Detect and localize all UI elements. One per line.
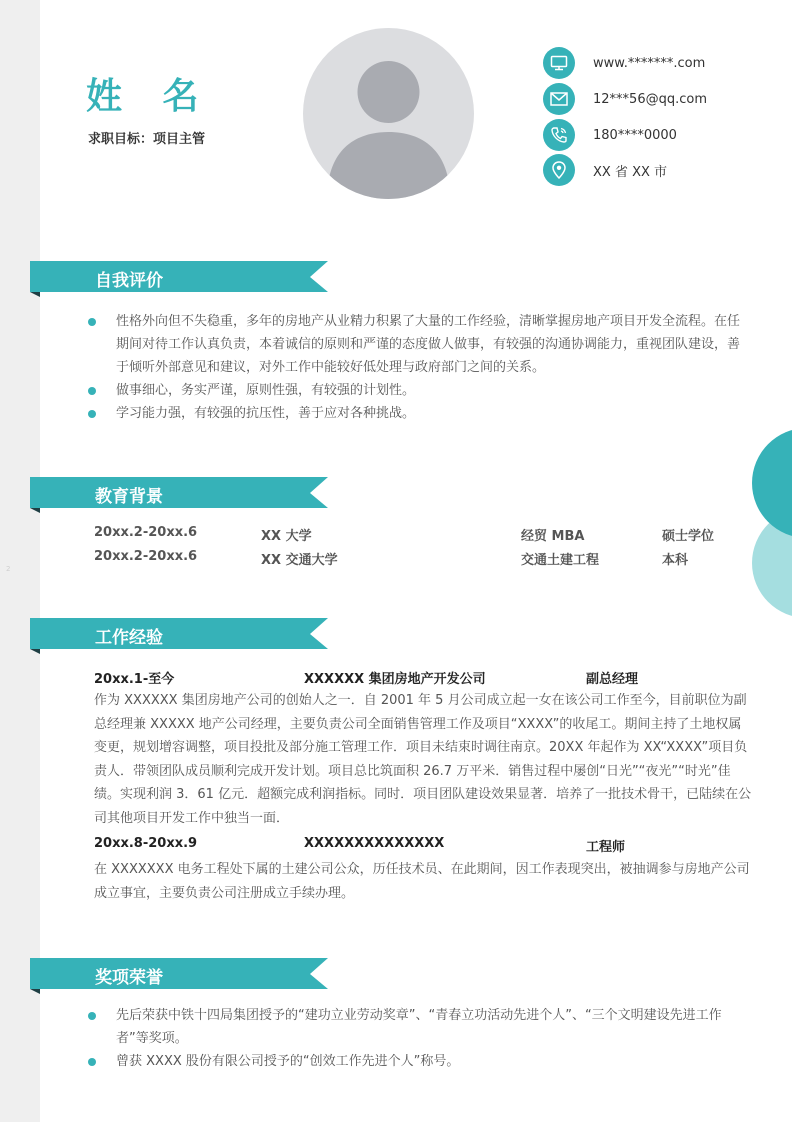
- bullet-dot-icon: [88, 1012, 96, 1020]
- edu-school: XX 大学: [261, 529, 312, 544]
- location-text: XX 省 XX 市: [593, 164, 668, 180]
- edu-degree: 硕士学位: [662, 529, 715, 544]
- phone-icon: [543, 119, 575, 151]
- edu-major: 交通土建工程: [521, 553, 600, 568]
- job-period: 20xx.1-至今: [94, 672, 175, 687]
- bullet-dot-icon: [88, 318, 96, 326]
- list-item: 性格外向但不失稳重，多年的房地产从业精力积累了大量的工作经验，清晰掌握房地产项目开发全流程。在任期间对待工作认真负责，本着诚信的原则和严谨的态度做人做事，有较强的沟通协调能力，重视团队建设，善于倾听外部意见和建议，对外工作中能较好低处理与政府部门之间的关系。: [88, 310, 748, 379]
- location-pin-icon: [543, 154, 575, 186]
- self-eval-list: [88, 310, 748, 425]
- job-header: [94, 668, 754, 690]
- section-title-work: 工作经验: [95, 628, 163, 648]
- list-item: 做事细心，务实严谨，原则性强，有较强的计划性。: [88, 379, 748, 402]
- left-strip: [0, 0, 40, 1122]
- job-position: 副总经理: [586, 672, 639, 687]
- section-header-education: [30, 477, 330, 513]
- avatar-placeholder-icon: [303, 28, 474, 199]
- decorative-circle-dark: [752, 428, 792, 538]
- awards-list: [88, 1004, 748, 1073]
- phone-text[interactable]: 180****0000: [593, 127, 677, 143]
- section-title-education: 教育背景: [95, 487, 163, 507]
- page-number: 2: [6, 565, 11, 573]
- avatar: [303, 28, 474, 199]
- education-row: [94, 549, 754, 573]
- bullet-dot-icon: [88, 387, 96, 395]
- edu-school: XX 交通大学: [261, 553, 338, 568]
- job-description: 在 XXXXXXX 电务工程处下属的土建公司公众，历任技术员、在此期间，因工作表现突出，被抽调参与房地产公司成立事宜，主要负责公司注册成立手续办理。: [94, 862, 750, 901]
- job-company: XXXXXXXXXXXXXX: [304, 836, 445, 851]
- edu-degree: 本科: [662, 553, 689, 568]
- edu-period: 20xx.2-20xx.6: [94, 549, 198, 564]
- contact-location: [543, 154, 667, 186]
- job-header: [94, 836, 754, 858]
- contact-website: [543, 47, 705, 79]
- list-item: 曾获 XXXX 股份有限公司授予的“创效工作先进个人”称号。: [88, 1050, 748, 1073]
- section-header-self-eval: [30, 261, 330, 297]
- job-company: XXXXXX 集团房地产开发公司: [304, 672, 486, 687]
- bullet-dot-icon: [88, 1058, 96, 1066]
- job-objective: 求职目标：项目主管: [88, 132, 206, 147]
- edu-major: 经贸 MBA: [521, 529, 585, 544]
- job-description: 作为 XXXXXX 集团房地产公司的创始人之一．自 2001 年 5 月公司成立起一女在该公司工作至今，目前职位为副总经理兼 XXXXX 地产公司经理，主要负责公司全面销售管理工作及项目“XXXX”的收尾工。期间主持了土地权属变更，规划增容调整，项目投批及部分施工管理工作．项目未结束时调往南京。20XX 年起作为 XX“XXXX”项目负责人．带领团队成员顺利完成开发计划。项目总比筑面积 26.7 万平米．销售过程中屡创“日光”“夜光”“时光”佳绩。实现利润 3．61 亿元．超额完成利润指标。同时．项目团队建设效果显著．培养了一批技术骨干，已陆续在公司其他项目开发工作中独当一面．: [94, 693, 752, 826]
- email-text[interactable]: 12***56@qq.com: [593, 91, 707, 107]
- education-row: [94, 525, 754, 549]
- bullet-dot-icon: [88, 410, 96, 418]
- section-title-self-eval: 自我评价: [95, 271, 163, 291]
- job-period: 20xx.8-20xx.9: [94, 836, 198, 851]
- section-header-work: [30, 618, 330, 654]
- edu-period: 20xx.2-20xx.6: [94, 525, 198, 540]
- contact-email: [543, 83, 707, 115]
- website-text[interactable]: www.*******.com: [593, 55, 706, 71]
- contact-phone: [543, 119, 677, 151]
- envelope-icon: [543, 83, 575, 115]
- monitor-icon: [543, 47, 575, 79]
- candidate-name: 姓 名: [86, 76, 213, 117]
- job-position: 工程师: [586, 840, 626, 855]
- section-title-awards: 奖项荣誉: [95, 968, 163, 988]
- list-item: 学习能力强，有较强的抗压性，善于应对各种挑战。: [88, 402, 748, 425]
- list-item: 先后荣获中铁十四局集团授予的“建功立业劳动奖章”、“青春立功活动先进个人”、“三个文明建设先进工作者”等奖项。: [88, 1004, 748, 1050]
- section-header-awards: [30, 958, 330, 994]
